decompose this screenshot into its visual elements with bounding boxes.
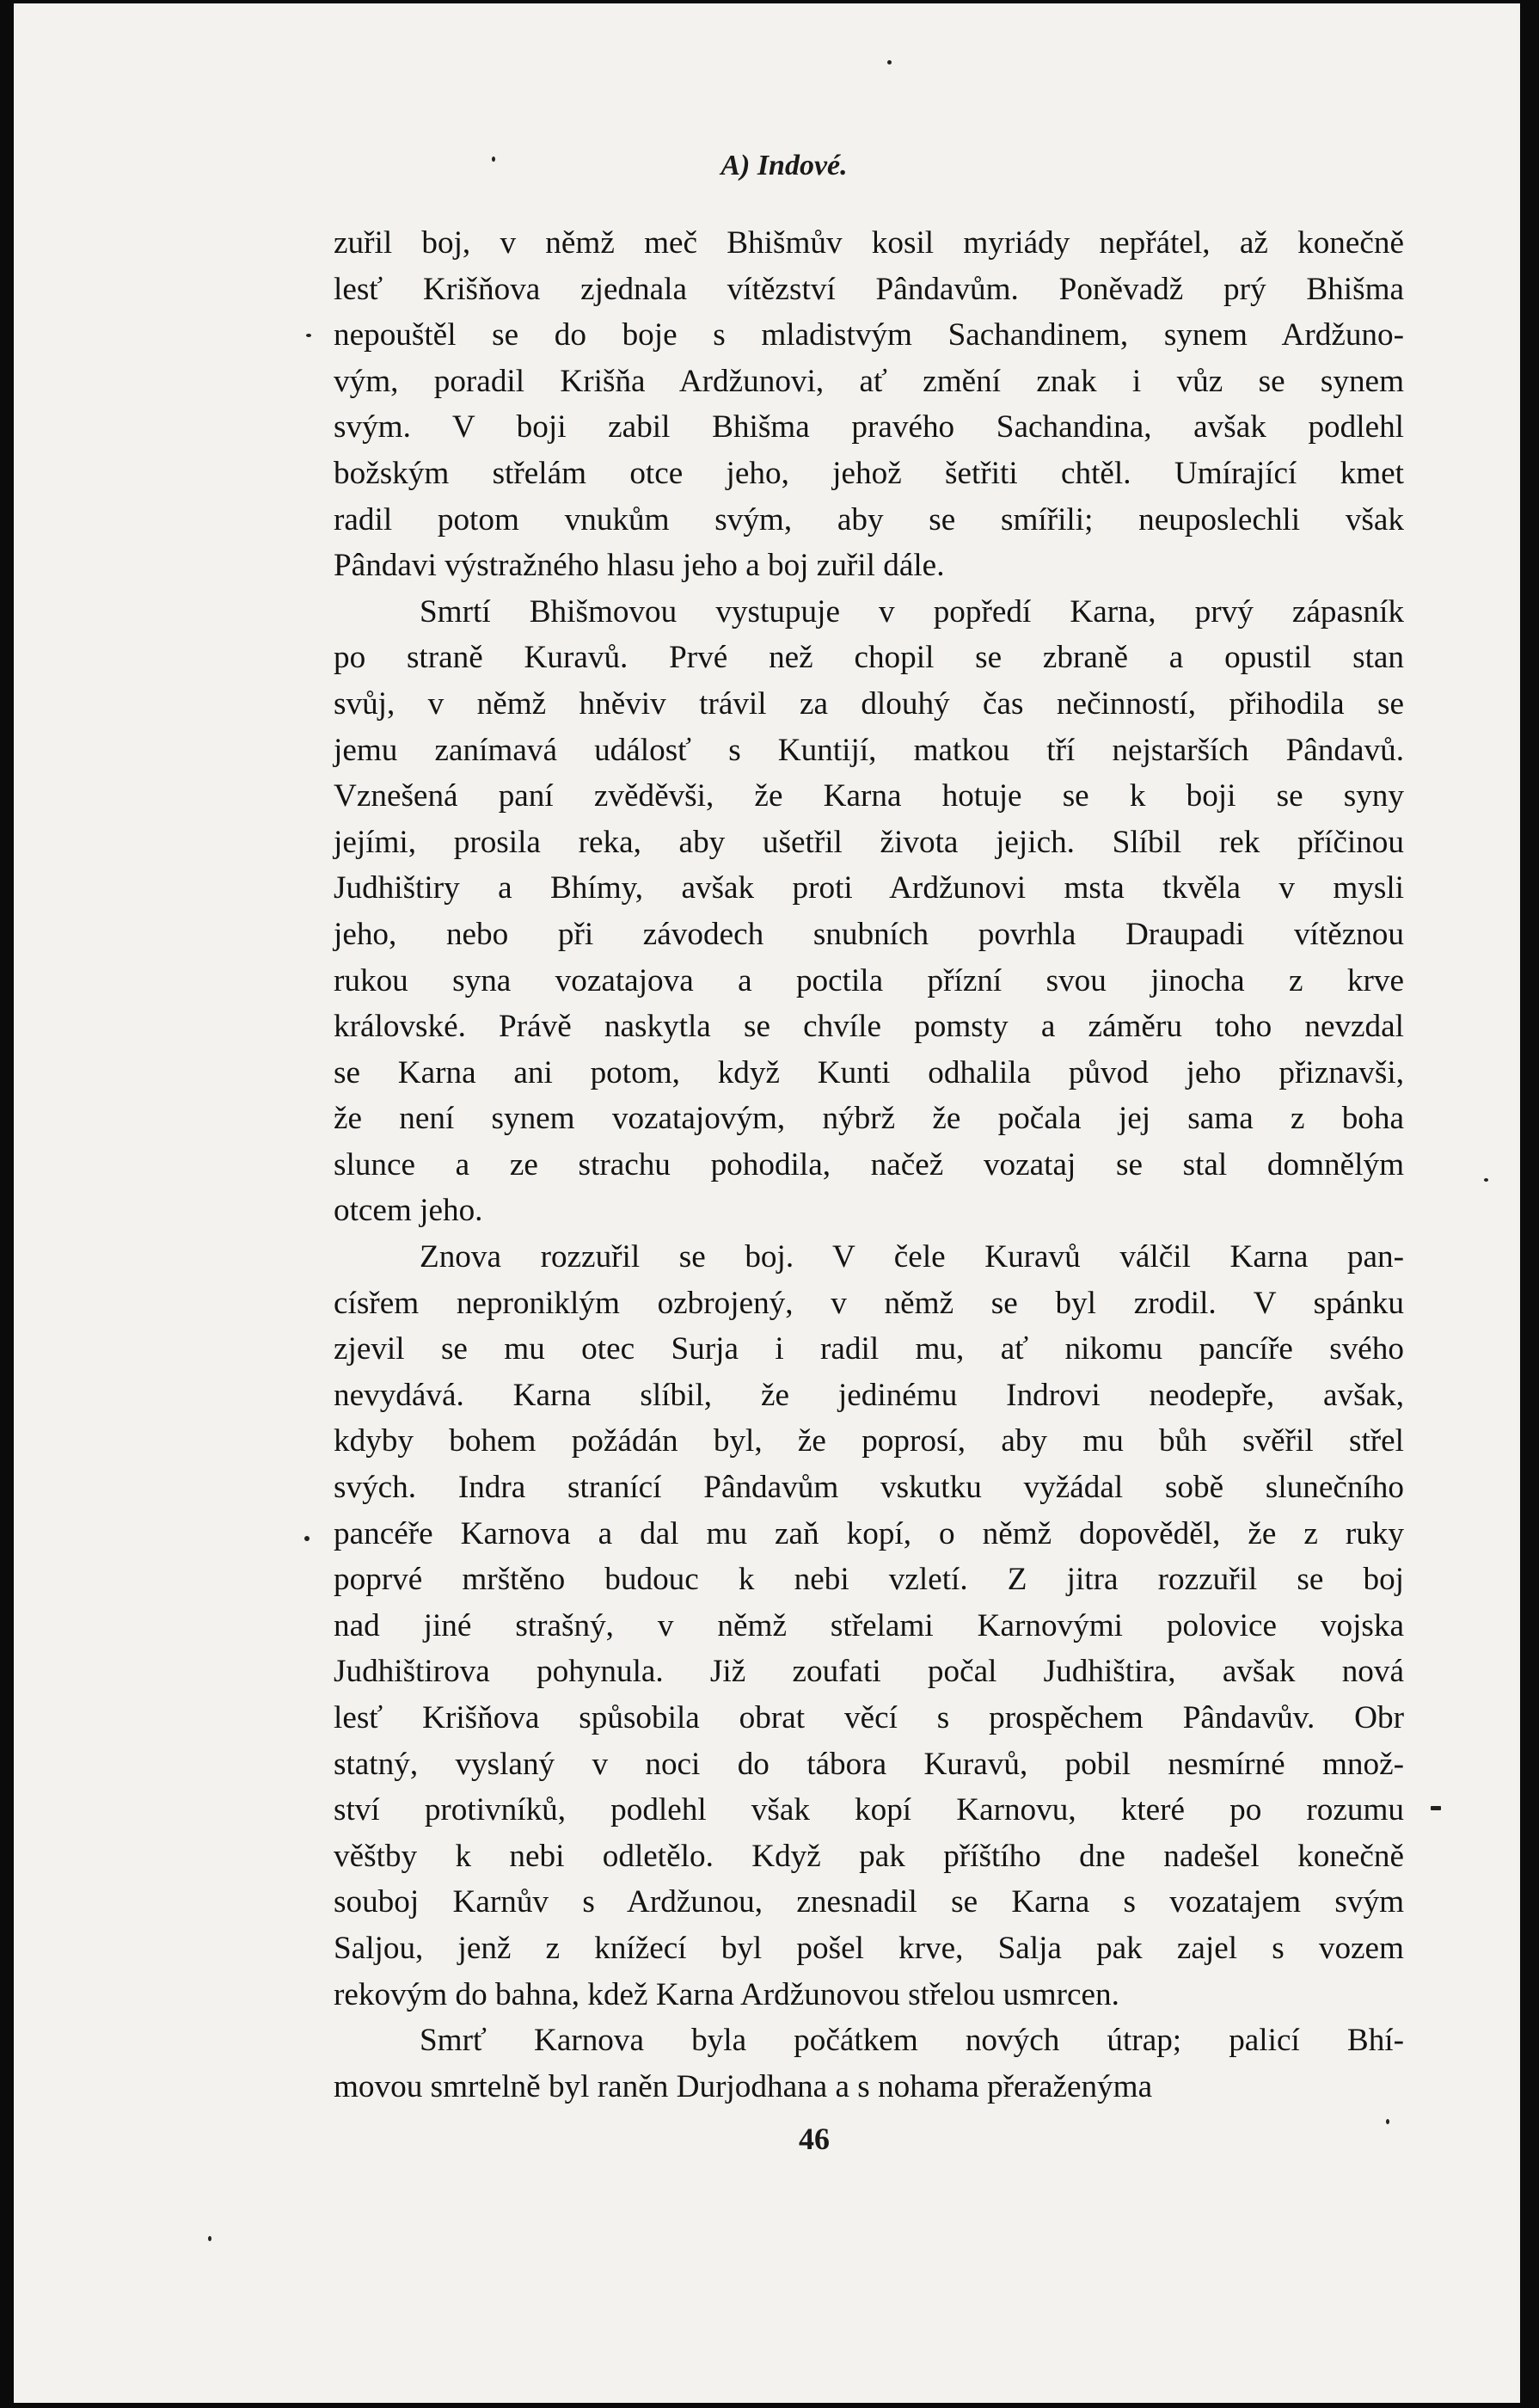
text-line: nevydává. Karna slíbil, že jedinému Indrovi neodepře, avšak, (334, 1377, 1404, 1413)
text-line: po straně Kuravů. Prvé než chopil se zbraně a opustil stan (334, 640, 1404, 676)
text-line: Smrtí Bhišmovou vystupuje v popředí Karna, prvý zápasník (420, 593, 1404, 630)
scan-speck (208, 2236, 212, 2241)
text-line: souboj Karnův s Ardžunou, znesnadil se Karna s vozatajem svým (334, 1884, 1404, 1920)
text-line: jeho, nebo při závodech snubních povrhla Draupadi vítěznou (334, 916, 1404, 952)
text-line: jejími, prosila reka, aby ušetřil života jejich. Slíbil rek příčinou (334, 824, 1404, 860)
scan-speck (1386, 2119, 1389, 2124)
scan-speck (492, 157, 495, 162)
paragraph (334, 220, 1404, 589)
text-line: svých. Indra stranící Pândavům vskutku vyžádal sobě slunečního (334, 1470, 1404, 1506)
paragraph (334, 2018, 1404, 2110)
text-line: slunce a ze strachu pohodila, načež vozataj se stal domnělým (334, 1146, 1404, 1182)
text-line: jemu zanímavá událosť s Kuntijí, matkou tří nejstarších Pândavů. (334, 732, 1404, 768)
text-line: radil potom vnukům svým, aby se smířili; neuposlechli však (334, 501, 1404, 538)
text-line: Judhištiry a Bhímy, avšak proti Ardžunovi msta tkvěla v mysli (334, 870, 1404, 906)
text-line: zuřil boj, v němž meč Bhišmův kosil myriády nepřátel, až konečně (334, 225, 1404, 261)
text-line: Smrť Karnova byla počátkem nových útrap; palicí Bhí- (420, 2023, 1404, 2059)
text-line: rukou syna vozatajova a poctila přízní svou jinocha z krve (334, 962, 1404, 998)
text-line: se Karna ani potom, když Kunti odhalila původ jeho přiznavši, (334, 1054, 1404, 1090)
running-header: A) Indové. (720, 150, 848, 181)
text-line: nad jiné strašný, v němž střelami Karnovými polovice vojska (334, 1607, 1404, 1643)
text-line: lesť Krišňova spůsobila obrat věcí s prospěchem Pândavův. Obr (334, 1700, 1404, 1735)
text-line: že není synem vozatajovým, nýbrž že počala jej sama z boha (334, 1101, 1404, 1137)
scan-speck (887, 60, 892, 64)
text-line: poprvé mrštěno budouc k nebi vzletí. Z jitra rozzuřil se boj (334, 1562, 1404, 1598)
text-line: pancéře Karnova a dal mu zaň kopí, o němž dopověděl, že z ruky (334, 1515, 1404, 1551)
text-line: Znova rozzuřil se boj. V čele Kuravů válčil Karna pan- (420, 1239, 1404, 1275)
text-line: svým. V boji zabil Bhišma pravého Sachandina, avšak podlehl (334, 409, 1404, 445)
text-line: ství protivníků, podlehl však kopí Karnovu, které po rozumu (334, 1792, 1404, 1828)
text-line: lesť Krišňova zjednala vítězství Pândavům. Poněvadž prý Bhišma (334, 271, 1404, 307)
text-line: rekovým do bahna, kdež Karna Ardžunovou střelou usmrcen. (334, 1976, 1119, 2012)
scan-speck (1431, 1806, 1441, 1810)
text-line: zjevil se mu otec Surja i radil mu, ať nikomu pancíře svého (334, 1331, 1404, 1367)
text-line: kdyby bohem požádán byl, že poprosí, aby mu bůh svěřil střel (334, 1423, 1404, 1459)
scan-speck (306, 334, 311, 337)
text-line: nepouštěl se do boje s mladistvým Sachandinem, synem Ardžuno- (334, 317, 1404, 353)
scan-speck (1484, 1178, 1488, 1182)
text-line: svůj, v němž hněviv trávil za dlouhý čas nečinností, přihodila se (334, 685, 1404, 722)
book-page (14, 3, 1520, 2403)
text-line: Vznešená paní zvěděvši, že Karna hotuje se k boji se syny (334, 778, 1404, 814)
body-text (334, 220, 1404, 2110)
text-line: císřem neproniklým ozbrojený, v němž se byl zrodil. V spánku (334, 1285, 1404, 1321)
text-line: Pândavi výstražného hlasu jeho a boj zuřil dále. (334, 548, 945, 584)
text-line: věštby k nebi odletělo. Když pak příštího dne nadešel konečně (334, 1838, 1404, 1874)
paragraph (334, 589, 1404, 1234)
paragraph (334, 1234, 1404, 2018)
text-line: Saljou, jenž z knížecí byl pošel krve, Salja pak zajel s vozem (334, 1930, 1404, 1966)
text-line: vým, poradil Krišňa Ardžunovi, ať změní znak i vůz se synem (334, 363, 1404, 399)
text-line: královské. Právě naskytla se chvíle pomsty a záměru toho nevzdal (334, 1009, 1404, 1045)
text-line: otcem jeho. (334, 1193, 483, 1229)
text-line: božským střelám otce jeho, jehož šetřiti chtěl. Umírající kmet (334, 455, 1404, 491)
scan-speck (304, 1536, 310, 1541)
text-line: statný, vyslaný v noci do tábora Kuravů, pobil nesmírné množ- (334, 1746, 1404, 1782)
text-line: movou smrtelně byl raněn Durjodhana a s nohama přeraženýma (334, 2068, 1153, 2104)
text-line: Judhištirova pohynula. Již zoufati počal Judhištira, avšak nová (334, 1654, 1404, 1690)
page-number: 46 (799, 2122, 830, 2156)
